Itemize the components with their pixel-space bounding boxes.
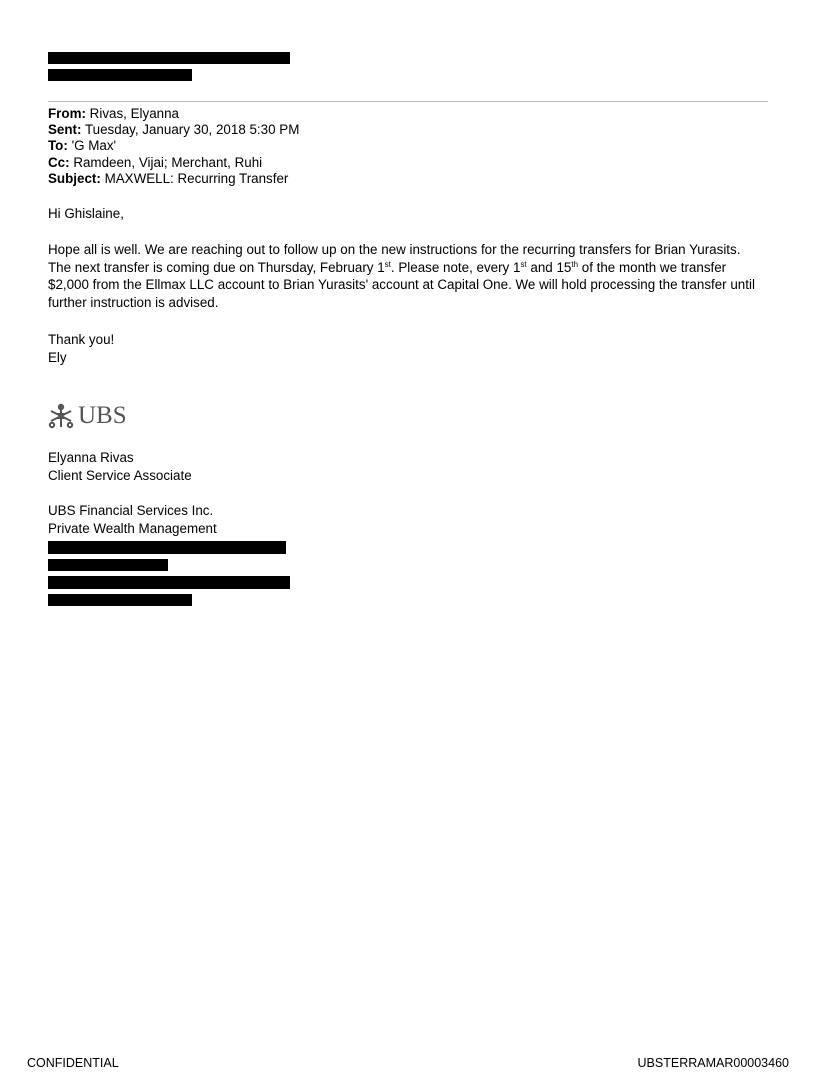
redaction-bar [48, 69, 192, 81]
company-name: UBS Financial Services Inc. [48, 503, 214, 518]
company-division: Private Wealth Management [48, 520, 217, 536]
redaction-bar [48, 576, 290, 589]
confidential-label: CONFIDENTIAL [27, 1056, 119, 1070]
superscript: st [520, 259, 527, 269]
text-span: The next transfer is coming due on Thursday, February 1 [48, 259, 385, 275]
sent-value: Tuesday, January 30, 2018 5:30 PM [84, 122, 300, 138]
subject-label: Subject: [48, 170, 101, 186]
subject-value: MAXWELL: Recurring Transfer [104, 170, 289, 186]
paragraph-line: further instruction is advised. [48, 294, 219, 310]
from-value: Rivas, Elyanna [89, 106, 179, 121]
text-span: of the month we transfer [578, 259, 727, 275]
redaction-bar [48, 594, 192, 606]
email-header [48, 106, 299, 187]
signature-block [48, 449, 768, 484]
sent-line [48, 122, 299, 138]
text-span: . Please note, every 1 [390, 259, 521, 275]
text-span: and 15 [526, 259, 572, 275]
ubs-keys-icon [48, 403, 74, 429]
superscript: st [384, 259, 391, 269]
redaction-bar [48, 559, 168, 571]
company-block [48, 502, 768, 537]
bates-number: UBSTERRAMAR00003460 [637, 1056, 789, 1070]
to-label: To: [48, 138, 68, 154]
signoff-text: Ely [48, 349, 67, 365]
closing [48, 331, 768, 366]
from-line [48, 106, 299, 122]
redaction-bar [48, 541, 286, 554]
cc-value: Ramdeen, Vijai; Merchant, Ruhi [73, 154, 263, 170]
signature-name: Elyanna Rivas [48, 450, 134, 465]
subject-line [48, 171, 299, 187]
to-line [48, 138, 299, 154]
message-paragraph [48, 241, 768, 311]
cc-label: Cc: [48, 154, 70, 170]
logo-wordmark: UBS [78, 402, 127, 429]
sent-label: Sent: [48, 122, 82, 138]
header-divider [48, 101, 768, 102]
paragraph-line [48, 259, 768, 277]
paragraph-line: $2,000 from the Ellmax LLC account to Brian Yurasits' account at Capital One. We will hold processing the transfer until [48, 277, 755, 292]
signature-title: Client Service Associate [48, 467, 192, 483]
cc-line [48, 155, 299, 171]
closing-text: Thank you! [48, 332, 115, 347]
from-label: From: [48, 106, 86, 121]
ubs-logo [48, 402, 127, 430]
paragraph-line: Hope all is well. We are reaching out to follow up on the new instructions for the recurring transfers for Brian Yurasits. [48, 242, 741, 257]
to-value: 'G Max' [71, 138, 117, 154]
greeting: Hi Ghislaine, [48, 206, 124, 221]
redaction-bar [48, 52, 290, 64]
superscript: th [571, 259, 579, 269]
